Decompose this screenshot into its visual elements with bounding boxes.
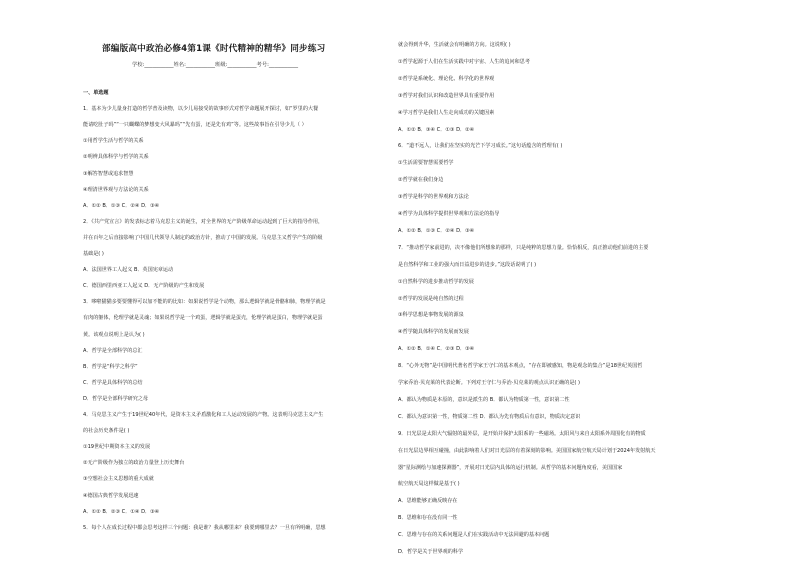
text-line: A．哲学是全部科学的总汇	[83, 347, 143, 354]
text-line: B．哲学是“科学之科学”	[83, 363, 138, 370]
text-line: 1．基本为少儿量身打造的哲学普及读物，以少儿易接受的故事形式对哲学命题展开探讨，如“罗里的大餐	[83, 106, 319, 113]
text-line: ②明辨具体科学与哲学的关系	[83, 154, 149, 161]
text-line: ①用哲学生活与哲学的关系	[83, 138, 144, 145]
text-line: 6．“道不远人，让我们在坚实的光芒下学习成长。”这句话蕴含的哲理有( )	[398, 143, 563, 150]
text-line: 3．哆啦猫猫多要要懂得可以加不能的的比如：如果说哲学是个动物，那么逻辑学就是骨骼和肺，物理学就是	[83, 299, 326, 306]
text-line: ①生活需要智慧需要哲学	[398, 160, 454, 167]
text-line: C．哲学是具体科学的总结	[83, 379, 143, 386]
page-title: 部编版高中政治必修4第1课《时代精神的精华》同步练习	[102, 44, 326, 54]
text-line: 就会得到升华，生活就会有明确的方向。这说明( )	[398, 42, 511, 48]
text-line: 学家乔治·贝克莱的代表论断。下列对王守仁与乔治·贝克莱的观点认识正确的是( )	[398, 380, 581, 386]
text-line: ②无产阶级作为独立的政治力量登上历史舞台	[83, 460, 185, 467]
text-line: 8．“心外无物”是中国明代著名哲学家王守仁的基本观点，“存在即被感知，物是观念的集合”是18世纪英国哲	[398, 363, 643, 370]
text-line: C．思维与存在的关系问题是人们在实践活动中无法回避的基本问题	[398, 532, 550, 539]
text-line: A．法国世界工人起义 B．英国宪章运动	[83, 267, 174, 274]
text-line: ③哲学是科学的世界观和方法论	[398, 194, 469, 201]
text-line: 5．每个人在成长过程中都会思考这样三个问题：我是谁？我从哪里来？我要到哪里去？一旦有所明确，思想	[83, 524, 326, 531]
text-line: B．思维和存在没有同一性	[398, 515, 458, 522]
text-line: A．①② B．①③ C．②④ D．③④	[83, 202, 160, 209]
text-line: 并在百年之后直接影响了中国几代领导人制定的政治方针，推动了中国的发展。马克思主义哲学产生的阶级	[83, 234, 323, 241]
text-line: ②哲学是系统化、理论化、科学化的世界观	[398, 75, 495, 82]
text-line: ④理清世界观与方法论的关系	[83, 186, 149, 193]
text-line: 有肉的躯体，伦理学就是灵魂；如果说哲学是一个鸡蛋，逻辑学就是蛋壳，伦理学就是蛋白，物理学就是蛋	[83, 315, 323, 322]
text-line: ③解答智慧或追求智慧	[83, 170, 134, 177]
text-line: A．①② B．①③ C．②④ D．③④	[398, 227, 475, 234]
text-line: C．都认为意识第一性，物质第二性 D．都认为先有物质后有意识，物质决定意识	[398, 413, 581, 420]
text-line: A．①② B．②③ C．①④ D．③④	[83, 508, 160, 515]
text-line: A．思维能够正确反映存在	[398, 498, 458, 505]
text-line: 的社会历史条件是( )	[83, 428, 130, 435]
text-line: D．哲学是全部科学研究之母	[83, 395, 149, 402]
text-line: ④哲学随具体科学的发展而发展	[398, 329, 469, 336]
text-line: A．都认为物质是本原的，意识是派生的 B．都认为物质第一性，意识第二性	[398, 396, 570, 403]
text-line: 是自然科学和工业的强大而日益进步的进步。”这段话说明了( )	[398, 261, 537, 268]
left-column	[83, 0, 398, 562]
text-line: C．德国西里西亚工人起义 D．无产阶级的产生和发展	[83, 283, 205, 290]
text-line: A．①② B．③④ C．①③ D．②④	[398, 126, 475, 133]
text-line: ①哲学起源于人们在生活实践中对宇宙、人生的追问和思考	[398, 58, 530, 65]
text-line: ③空想社会主义思想的重大成就	[83, 476, 154, 483]
text-line: 航空航天局这样做是基于( )	[398, 481, 460, 488]
text-line: 7．“推动哲学家前进的，决不像他们所想象的那样，只是纯粹的思想力量。恰恰相反，真正推动他们前进的主要	[398, 244, 649, 251]
text-line: ②哲学就在我们身边	[398, 177, 444, 184]
text-line: ②哲学的发展是纯自然的过程	[398, 295, 464, 302]
text-line: 9．日光层是太阳大气辐射的最外层，是开始并保护太阳系的一些磁场。太阳风与来自太阳系外周围化有的物质	[398, 430, 646, 437]
text-line: A．①② B．①④ C．②③ D．③④	[398, 346, 475, 353]
right-column	[398, 0, 718, 562]
text-line: ③科学思想是事物发展的源泉	[398, 312, 464, 319]
text-line: ③哲学对我们认识和改造世界具有重要作用	[398, 92, 495, 99]
text-line: ④德国古典哲学发展迅速	[83, 492, 139, 499]
text-line: ①自然科学的进步推动哲学的发展	[398, 278, 474, 285]
text-line: 4．马克思主义产生于19世纪40年代，是资本主义矛盾激化和工人运动发展的产物。这表明马克思主义产生	[83, 412, 324, 418]
text-line: ④学习哲学是我们人生走向成功的关键因素	[398, 109, 495, 116]
text-line: 基础是( )	[83, 251, 104, 257]
text-line: ①19世纪中期资本主义的发展	[83, 444, 151, 451]
text-line: 器“星际测绘与加速探测器”，开展对日光层内具体的运行机制。从哲学的基本问题角度看，美国国家	[398, 464, 623, 471]
text-line: 在日光层边界相互碰撞，由此影响着人们对日光层的有着深刻的影响。美国国家航空航天局计划于2024年发射航天	[398, 447, 656, 454]
text-line: D．哲学是关于世界观的科学	[398, 549, 464, 555]
student-info-line: 学校:___________姓名:___________班级:___________考号:___________	[132, 62, 299, 68]
text-line: 一、单选题	[83, 90, 109, 96]
text-line: 能请吃肚子吗”“一只蝴蝶的梦想变大风暴吗”“先有蛋，还是先有鸡”等。这些故事旨在引导少儿（ ）	[83, 122, 307, 129]
text-line: 黄。该观点说明上是认为( )	[83, 331, 145, 338]
text-line: ④哲学为具体科学提供世界观和方法论的指导	[398, 211, 500, 217]
text-line: 2．《共产党宣言》的发表标志着马克思主义的诞生，对全世界的无产阶级革命运动起到了巨大的指导作用，	[83, 218, 324, 225]
